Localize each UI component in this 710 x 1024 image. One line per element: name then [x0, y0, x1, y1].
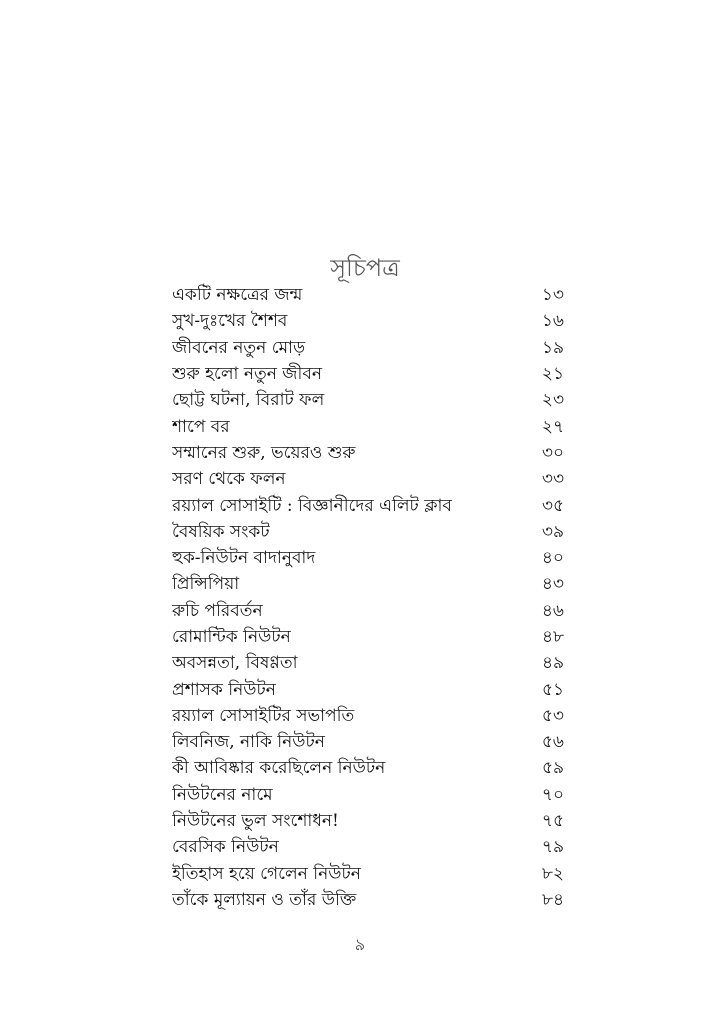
toc-entry-title: অবসন্নতা, বিষণ্ণতা	[172, 653, 298, 674]
toc-entry-page: ৭০	[541, 784, 564, 805]
toc-entry	[172, 361, 564, 387]
toc-entry-title: বৈষয়িক সংকট	[172, 521, 270, 542]
toc-entry	[172, 282, 564, 308]
toc-heading: সূচিপত্র	[330, 254, 400, 282]
toc-entry	[172, 650, 564, 676]
toc-entry-page: ৩০	[541, 442, 564, 463]
toc-entry-page: ৫৩	[541, 705, 564, 726]
toc-entry-page: ৪৮	[541, 627, 564, 647]
toc-entry-title: প্রিন্সিপিয়া	[172, 574, 240, 595]
toc-entry-page: ১৬	[541, 311, 564, 332]
toc-entry-page: ১৯	[541, 337, 564, 358]
toc-entry-title: কী আবিষ্কার করেছিলেন নিউটন	[172, 758, 386, 779]
toc-entry	[172, 571, 564, 597]
toc-entry-title: ছোট্ট ঘটনা, বিরাট ফল	[172, 390, 325, 411]
toc-entry	[172, 887, 564, 913]
toc-entry	[172, 703, 564, 729]
toc-entry-page: ৪৩	[541, 574, 564, 595]
toc-entry	[172, 519, 564, 545]
toc-entry-page: ৫৯	[541, 758, 564, 779]
toc-entry-title: সরণ থেকে ফলন	[172, 469, 286, 490]
toc-entry	[172, 387, 564, 413]
toc-entry-title: শুরু হলো নতুন জীবন	[172, 364, 322, 385]
toc-entry-title: সুখ-দুঃখের শৈশব	[172, 311, 288, 332]
toc-entry-page: ৪৬	[541, 600, 564, 621]
toc-entry-title: শাপে বর	[172, 416, 230, 437]
toc-entry-page: ৫১	[541, 679, 564, 700]
toc-entry-page: ৩৫	[541, 495, 564, 516]
toc-entry	[172, 834, 564, 860]
toc-entry-title: বেরসিক নিউটন	[172, 837, 279, 858]
toc-entry	[172, 440, 564, 466]
toc-entry	[172, 808, 564, 834]
toc-entry-title: লিবনিজ, নাকি নিউটন	[172, 732, 325, 753]
toc-entry	[172, 492, 564, 518]
toc-entry-page: ২৩	[541, 390, 564, 411]
toc-entry-page: ৪০	[541, 548, 564, 569]
toc-entry	[172, 413, 564, 439]
toc-entry-page: ২১	[541, 364, 564, 385]
toc-list	[172, 282, 564, 913]
toc-entry-title: রয়্যাল সোসাইটির সভাপতি	[172, 705, 355, 726]
toc-entry-page: ৩৩	[541, 469, 564, 490]
toc-entry-title: সম্মানের শুরু, ভয়েরও শুরু	[172, 442, 356, 463]
toc-entry-title: ইতিহাস হয়ে গেলেন নিউটন	[172, 863, 361, 884]
toc-entry-page: ৮৪	[541, 889, 564, 910]
toc-entry-page: ৫৬	[541, 732, 564, 753]
toc-entry	[172, 782, 564, 808]
toc-entry	[172, 861, 564, 887]
toc-entry-page: ৭৯	[541, 837, 564, 858]
toc-entry-title: জীবনের নতুন মোড়	[172, 337, 306, 358]
toc-entry	[172, 755, 564, 781]
toc-entry	[172, 466, 564, 492]
toc-entry-page: ৩৯	[541, 521, 564, 542]
toc-entry	[172, 624, 564, 650]
toc-entry	[172, 308, 564, 334]
toc-entry-page: ৮২	[541, 863, 564, 884]
page-number: ৯	[354, 935, 366, 954]
toc-entry-title: রুচি পরিবর্তন	[172, 600, 263, 621]
toc-entry	[172, 676, 564, 702]
toc-entry	[172, 545, 564, 571]
toc-entry-title: হুক-নিউটন বাদানুবাদ	[172, 548, 316, 569]
toc-entry-page: ১৩	[541, 285, 564, 306]
toc-entry	[172, 729, 564, 755]
toc-entry-page: ৪৯	[541, 653, 564, 674]
toc-entry-page: ৭৫	[541, 811, 564, 832]
toc-entry-title: প্রশাসক নিউটন	[172, 679, 276, 700]
toc-entry	[172, 598, 564, 624]
toc-entry-title: একটি নক্ষত্রের জন্ম	[172, 285, 303, 306]
toc-entry-title: নিউটনের নামে	[172, 784, 273, 805]
toc-entry-title: রয়্যাল সোসাইটি : বিজ্ঞানীদের এলিট ক্লাব	[172, 495, 452, 516]
toc-entry-page: ২৭	[541, 416, 564, 437]
toc-entry	[172, 335, 564, 361]
toc-entry-title: নিউটনের ভুল সংশোধন!	[172, 811, 339, 832]
toc-entry-title: তাঁকে মূল্যায়ন ও তাঁর উক্তি	[172, 889, 357, 910]
toc-entry-title: রোমান্টিক নিউটন	[172, 627, 291, 647]
